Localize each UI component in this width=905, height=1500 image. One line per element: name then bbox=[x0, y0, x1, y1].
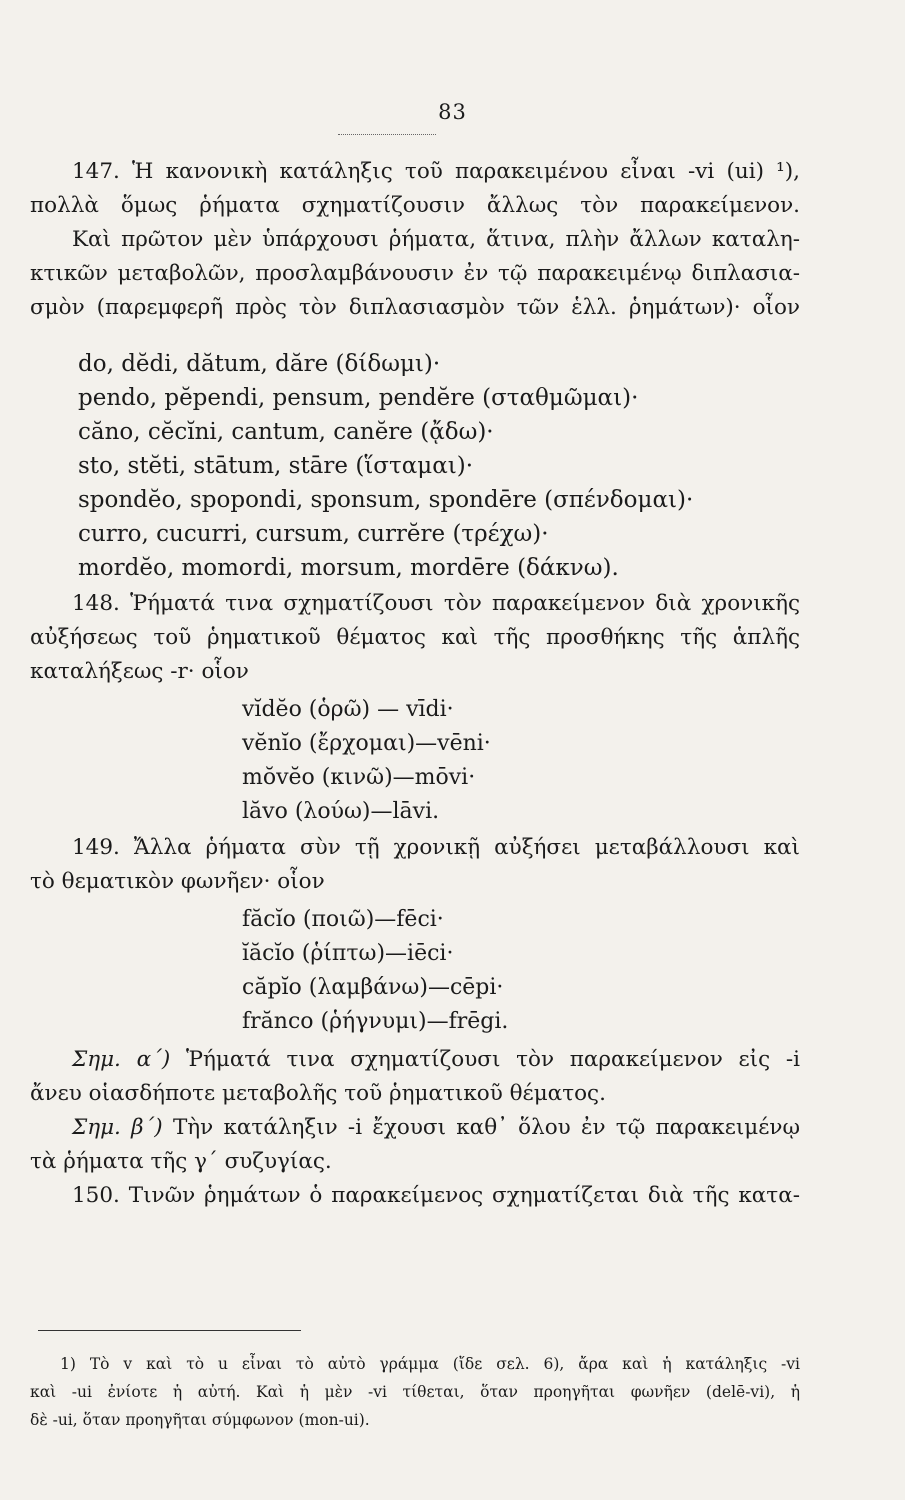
header-divider bbox=[338, 134, 436, 135]
note-alpha-text: Ῥήματά τινα σχηματίζουσι τὸν παρακείμενον εἰς -i bbox=[170, 1047, 800, 1072]
example-cano: căno, cĕcĭni, cantum, canĕre (ᾄδω)· bbox=[78, 419, 494, 445]
note-beta-text: Τὴν κατάληξιν -i ἔχουσι καθ᾽ ὅλου ἐν τῷ παρακειμένῳ bbox=[162, 1115, 800, 1140]
note-beta-label: Σημ. β΄) bbox=[72, 1115, 163, 1140]
section-147-line-1: 147. Ἡ κανονικὴ κατάληξις τοῦ παρακειμένου εἶναι -vi (ui) ¹), bbox=[72, 159, 800, 184]
example-venio: vĕnĭo (ἔρχομαι)—vēni· bbox=[242, 731, 491, 756]
note-beta-line-2: τὰ ῥήματα τῆς γ΄ συζυγίας. bbox=[30, 1149, 332, 1174]
section-147-line-5: σμὸν (παρεμφερῆ πρὸς τὸν διπλασιασμὸν τῶν ἑλλ. ῥημάτων)· οἷον bbox=[30, 295, 800, 320]
section-148-line-2: αὐξήσεως τοῦ ῥηματικοῦ θέματος καὶ τῆς προσθήκης τῆς ἁπλῆς bbox=[30, 625, 800, 650]
example-curro: curro, cucurri, cursum, currĕre (τρέχω)· bbox=[78, 521, 549, 547]
section-147-line-2: πολλὰ ὅμως ῥήματα σχηματίζουσιν ἄλλως τὸν παρακείμενον. bbox=[30, 193, 800, 218]
example-mordeo: mordĕo, momordi, morsum, mordēre (δάκνω). bbox=[78, 555, 619, 581]
note-alpha-line-2: ἄνευ οἱασδήποτε μεταβολῆς τοῦ ῥηματικοῦ θέματος. bbox=[30, 1081, 606, 1106]
footnote-divider bbox=[38, 1330, 301, 1331]
example-capio: căpĭo (λαμβάνω)—cēpi· bbox=[242, 975, 504, 1000]
section-148-line-1: 148. Ῥήματά τινα σχηματίζουσι τὸν παρακείμενον διὰ χρονικῆς bbox=[72, 591, 800, 616]
example-spondeo: spondĕo, spopondi, sponsum, spondēre (σπένδομαι)· bbox=[78, 487, 694, 513]
example-do: do, dĕdi, dătum, dăre (δίδωμι)· bbox=[78, 351, 441, 377]
main-text bbox=[30, 155, 800, 1213]
footnote-line-2: καὶ -ui ἐνίοτε ἡ αὐτή. Καὶ ἡ μὲν -vi τίθεται, ὅταν προηγῆται φωνῆεν (delē-vi), ἡ bbox=[30, 1383, 800, 1401]
section-147-line-4: κτικῶν μεταβολῶν, προσλαμβάνουσιν ἐν τῷ παρακειμένῳ διπλασια- bbox=[30, 261, 800, 286]
note-alpha-line-1 bbox=[30, 1043, 800, 1077]
note-beta-line-1 bbox=[30, 1111, 800, 1145]
example-moveo: mŏvĕo (κινῶ)—mōvi· bbox=[242, 765, 476, 790]
section-150-line-1: 150. Τινῶν ῥημάτων ὁ παρακείμενος σχηματίζεται διὰ τῆς κατα- bbox=[72, 1183, 800, 1208]
footnote-line-1: 1) Τὸ v καὶ τὸ u εἶναι τὸ αὐτὸ γράμμα (ἴδε σελ. 6), ἄρα καὶ ἡ κατάληξις -vi bbox=[60, 1355, 800, 1373]
footnote-line-3: δὲ -ui, ὅταν προηγῆται σύμφωνον (mon-ui). bbox=[30, 1411, 370, 1429]
note-alpha-label: Σημ. α΄) bbox=[72, 1047, 171, 1072]
example-video: vĭdĕo (ὁρῶ) — vīdi· bbox=[242, 697, 454, 722]
page-number: 83 bbox=[438, 100, 467, 124]
section-149-line-2: τὸ θεματικὸν φωνῆεν· οἷον bbox=[30, 869, 325, 894]
section-148-line-3: καταλήξεως -r· οἷον bbox=[30, 659, 249, 684]
example-sto: sto, stĕti, stātum, stāre (ἵσταμαι)· bbox=[78, 453, 474, 479]
example-pendo: pendo, pĕpendi, pensum, pendĕre (σταθμῶμαι)· bbox=[78, 385, 639, 411]
footnotes bbox=[30, 1350, 800, 1434]
example-lavo: lăvo (λούω)—lāvi. bbox=[242, 799, 440, 824]
section-149-line-1: 149. Ἄλλα ῥήματα σὺν τῇ χρονικῇ αὐξήσει μεταβάλλουσι καὶ bbox=[72, 835, 800, 860]
example-franco: frănco (ῥήγνυμι)—frēgi. bbox=[242, 1009, 509, 1034]
example-iacio: ĭăcĭo (ῥίπτω)—iēci· bbox=[242, 941, 454, 966]
example-facio: făcĭo (ποιῶ)—fēci· bbox=[242, 907, 444, 932]
section-147-line-3: Καὶ πρῶτον μὲν ὑπάρχουσι ῥήματα, ἅτινα, πλὴν ἄλλων καταλη- bbox=[72, 227, 800, 252]
